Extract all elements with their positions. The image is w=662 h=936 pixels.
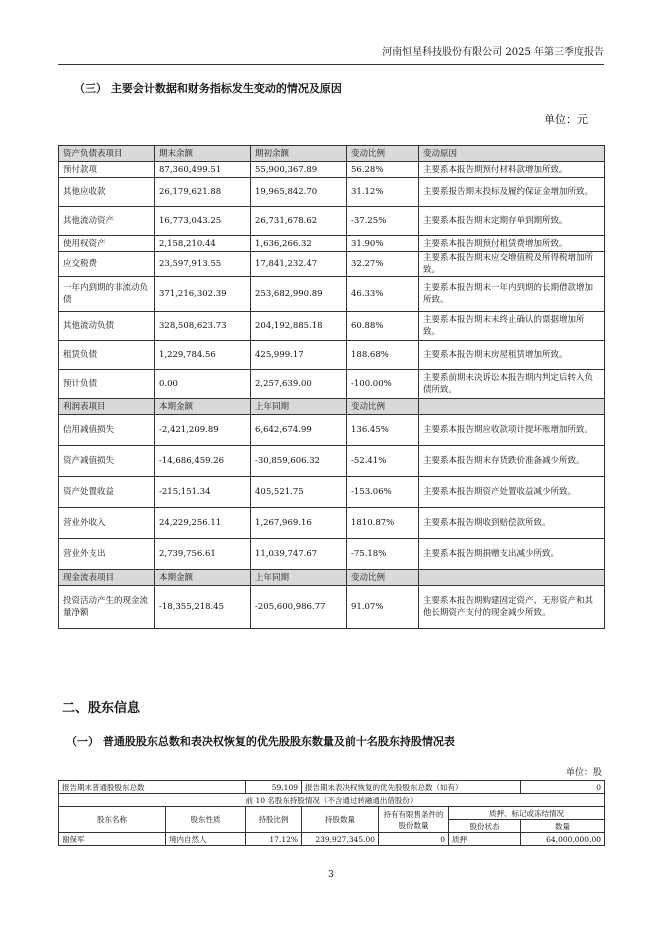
cell-end: 1,229,784.56 [155, 341, 251, 370]
cell-begin: 204,192,885.18 [251, 312, 347, 341]
cell-ratio: 31.12% [347, 178, 419, 207]
cell-ratio: -153.06% [347, 477, 419, 508]
cell-begin: 1,636,266.32 [251, 236, 347, 252]
table-row [59, 446, 605, 477]
cell-ratio: -37.25% [347, 207, 419, 236]
cell-item: 预付款项 [59, 162, 155, 178]
cell-end: 16,773,043.25 [155, 207, 251, 236]
cell-begin: 6,642,674.99 [251, 415, 347, 446]
col-header-ratio: 持股比例 [246, 807, 302, 833]
col-header-count: 数量 [521, 820, 605, 833]
col-header-status: 股份状态 [449, 820, 521, 833]
header-cell: 期初余额 [251, 146, 347, 162]
cash-flow-header [59, 570, 605, 586]
header-cell: 上年同期 [251, 399, 347, 415]
cell-reason: 主要系本报告期预付租赁费增加所致。 [419, 236, 605, 252]
col-header-restricted: 持有有限售条件的股份数量 [379, 807, 449, 833]
holder-name: 谢保军 [59, 833, 166, 846]
table-row [59, 312, 605, 341]
cell-begin: 253,682,990.89 [251, 277, 347, 312]
cell-reason: 主要系本报告期末存货跌价准备减少所致。 [419, 446, 605, 477]
table-row [59, 415, 605, 446]
cell-item: 租赁负债 [59, 341, 155, 370]
header-cell: 变动比例 [347, 570, 419, 586]
header-cell: 利润表项目 [59, 399, 155, 415]
cell-end: 26,179,621.88 [155, 178, 251, 207]
cell-item: 信用减值损失 [59, 415, 155, 446]
col-header-name: 股东名称 [59, 807, 166, 833]
table-row [59, 252, 605, 277]
table-row [59, 178, 605, 207]
section-title: （三） 主要会计数据和财务指标发生变动的情况及原因 [74, 82, 342, 95]
cell-reason: 主要系本报告期预付材料款增加所致。 [419, 162, 605, 178]
holder-restricted: 0 [379, 833, 449, 846]
header-cell: 期末余额 [155, 146, 251, 162]
pref-holders-label: 报告期末表决权恢复的优先股股东总数（如有） [302, 781, 521, 794]
cell-end: -18,355,218.45 [155, 586, 251, 629]
table-row [59, 477, 605, 508]
cell-reason: 主要系报告期末投标及履约保证金增加所致。 [419, 178, 605, 207]
cell-ratio: 56.28% [347, 162, 419, 178]
cell-reason: 主要系本报告期资产处置收益减少所致。 [419, 477, 605, 508]
holder-qty: 239,927,345.00 [302, 833, 379, 846]
cell-reason: 主要系本报告期购建固定资产、无形资产和其他长期资产支付的现金减少所致。 [419, 586, 605, 629]
cell-reason: 主要系本报告期末未终止确认的票据增加所致。 [419, 312, 605, 341]
cell-begin: 17,841,232.47 [251, 252, 347, 277]
cell-end: 24,229,256.11 [155, 508, 251, 539]
cell-begin: -30,859,606.32 [251, 446, 347, 477]
total-holders-value: 59,109 [246, 781, 302, 794]
cell-item: 营业外支出 [59, 539, 155, 570]
cell-begin: 405,521.75 [251, 477, 347, 508]
cell-end: -14,686,459.26 [155, 446, 251, 477]
cell-reason: 主要系前期未决诉讼本报告期内判定后转入负债所致。 [419, 370, 605, 399]
balance-sheet-header [59, 146, 605, 162]
cell-end: 371,216,302.39 [155, 277, 251, 312]
cell-ratio: 31.90% [347, 236, 419, 252]
cell-item: 其他流动负债 [59, 312, 155, 341]
holder-nature: 境内自然人 [166, 833, 246, 846]
cell-item: 其他流动资产 [59, 207, 155, 236]
cell-end: 23,597,913.55 [155, 252, 251, 277]
col-header-qty: 持股数量 [302, 807, 379, 833]
financial-changes-table [58, 145, 605, 629]
income-statement-header [59, 399, 605, 415]
cell-begin: 2,257,639.00 [251, 370, 347, 399]
cell-end: -215,151.34 [155, 477, 251, 508]
header-cell: 本期金额 [155, 399, 251, 415]
cell-begin: -205,600,986.77 [251, 586, 347, 629]
cell-end: 2,158,210.44 [155, 236, 251, 252]
page-header: 河南恒星科技股份有限公司 2025 年第三季度报告 [58, 44, 604, 65]
header-cell: 资产负债表项目 [59, 146, 155, 162]
cell-item: 营业外收入 [59, 508, 155, 539]
cell-ratio: -52.41% [347, 446, 419, 477]
cell-begin: 55,900,367.89 [251, 162, 347, 178]
shareholder-table [58, 780, 605, 846]
cell-item: 应交税费 [59, 252, 155, 277]
cell-ratio: 60.88% [347, 312, 419, 341]
cell-begin: 19,965,842.70 [251, 178, 347, 207]
holder-count: 64,000,000.00 [521, 833, 605, 846]
cell-end: 87,360,499.51 [155, 162, 251, 178]
table-row [59, 508, 605, 539]
table-row [59, 207, 605, 236]
pref-holders-value: 0 [521, 781, 605, 794]
cell-begin: 425,999.17 [251, 341, 347, 370]
holder-status: 质押 [449, 833, 521, 846]
cell-reason: 主要系本报告期末一年内到期的长期借款增加所致。 [419, 277, 605, 312]
cell-ratio: 32.27% [347, 252, 419, 277]
cell-ratio: 91.07% [347, 586, 419, 629]
header-cell: 上年同期 [251, 570, 347, 586]
header-cell: 变动比例 [347, 399, 419, 415]
header-cell [419, 570, 605, 586]
header-cell: 变动比例 [347, 146, 419, 162]
table-row [59, 370, 605, 399]
table-row [59, 586, 605, 629]
cell-item: 使用权资产 [59, 236, 155, 252]
table-row [59, 236, 605, 252]
total-holders-label: 报告期末普通股股东总数 [59, 781, 246, 794]
table-row [59, 539, 605, 570]
cell-ratio: 46.33% [347, 277, 419, 312]
cell-item: 预计负债 [59, 370, 155, 399]
holder-ratio: 17.12% [246, 833, 302, 846]
shareholder-section-title: 二、股东信息 [62, 701, 141, 716]
unit-shares-label: 单位：股 [565, 768, 602, 778]
header-cell: 本期金额 [155, 570, 251, 586]
cell-ratio: -75.18% [347, 539, 419, 570]
cell-reason: 主要系本报告期捐赠支出减少所致。 [419, 539, 605, 570]
cell-end: 0.00 [155, 370, 251, 399]
table-row [59, 162, 605, 178]
shareholder-row [59, 833, 605, 846]
page-number: 3 [328, 870, 334, 880]
cell-begin: 26,731,678.62 [251, 207, 347, 236]
cell-item: 其他应收款 [59, 178, 155, 207]
cell-reason: 主要系本报告期末应交增值税及所得税增加所致。 [419, 252, 605, 277]
cell-item: 投资活动产生的现金流量净额 [59, 586, 155, 629]
cell-reason: 主要系本报告期应收款项计提坏账增加所致。 [419, 415, 605, 446]
unit-label: 单位：元 [544, 113, 588, 126]
table-row [59, 277, 605, 312]
shareholder-subsection-title: （一） 普通股股东总数和表决权恢复的优先股股东数量及前十名股东持股情况表 [66, 735, 455, 748]
cell-reason: 主要系本报告期末房屋租赁增加所致。 [419, 341, 605, 370]
cell-item: 资产减值损失 [59, 446, 155, 477]
cell-reason: 主要系本报告期收到赔偿款所致。 [419, 508, 605, 539]
cell-end: 328,508,623.73 [155, 312, 251, 341]
cell-item: 资产处置收益 [59, 477, 155, 508]
cell-reason: 主要系本报告期末定期存单到期所致。 [419, 207, 605, 236]
col-header-nature: 股东性质 [166, 807, 246, 833]
cell-ratio: 136.45% [347, 415, 419, 446]
cell-end: 2,739,756.61 [155, 539, 251, 570]
header-cell: 现金流表项目 [59, 570, 155, 586]
header-cell: 变动原因 [419, 146, 605, 162]
cell-ratio: 1810.87% [347, 508, 419, 539]
top10-title: 前 10 名股东持股情况（不含通过转融通出借股份） [59, 794, 605, 807]
header-cell [419, 399, 605, 415]
cell-ratio: -100.00% [347, 370, 419, 399]
cell-ratio: 188.68% [347, 341, 419, 370]
cell-begin: 11,039,747.67 [251, 539, 347, 570]
cell-item: 一年内到期的非流动负债 [59, 277, 155, 312]
cell-end: -2,421,209.89 [155, 415, 251, 446]
cell-begin: 1,267,969.16 [251, 508, 347, 539]
col-header-pledge: 质押、标记或冻结情况 [449, 807, 605, 820]
table-row [59, 341, 605, 370]
